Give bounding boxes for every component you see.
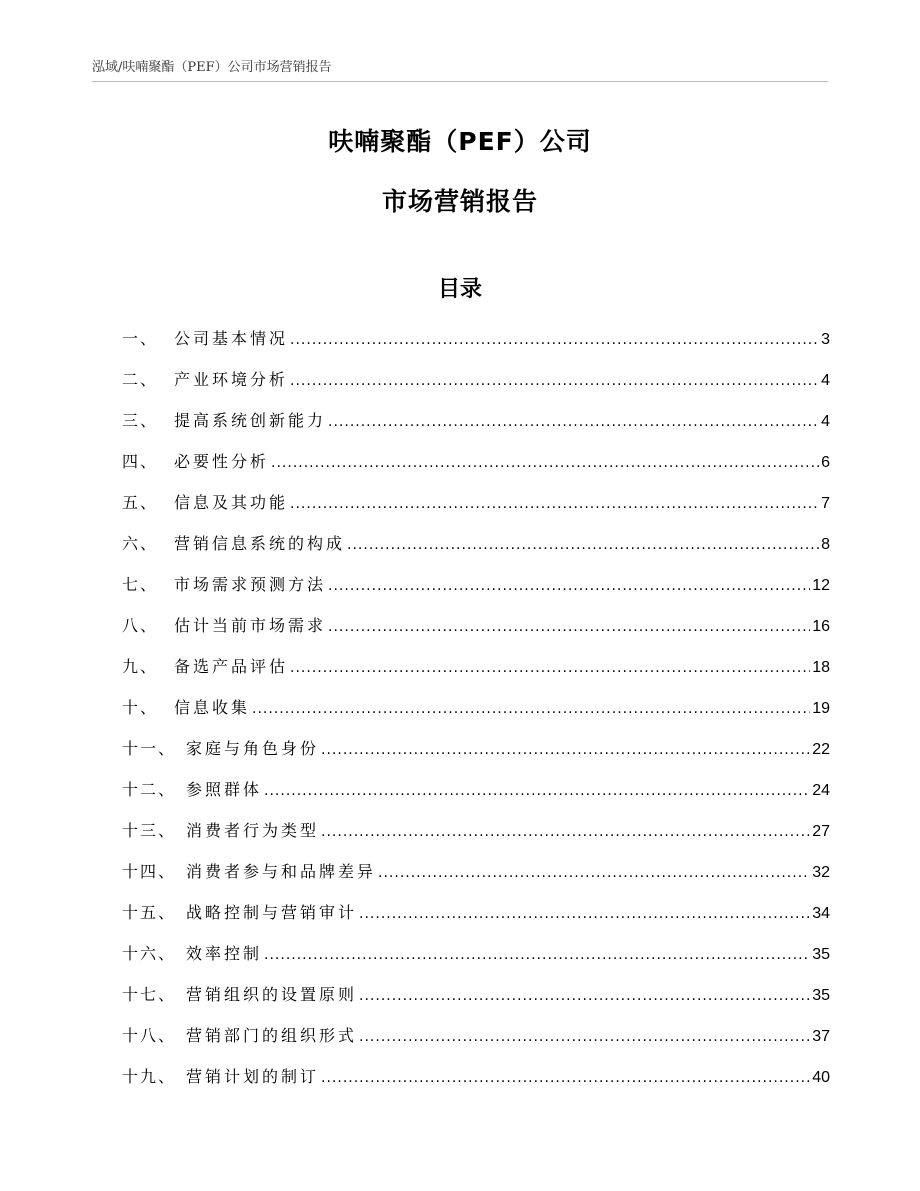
toc-entry-title: 必要性分析 [174, 452, 270, 471]
table-of-contents [122, 326, 830, 1105]
toc-entry-page: 18 [812, 659, 830, 676]
toc-entry[interactable] [122, 531, 830, 572]
toc-entry-number: 十四、 [122, 862, 177, 881]
toc-entry[interactable] [122, 818, 830, 859]
toc-entry[interactable] [122, 1064, 830, 1105]
toc-entry-page: 4 [821, 413, 830, 430]
document-title-line1: 呋喃聚酯（PEF）公司 [328, 127, 592, 156]
toc-entry-title: 估计当前市场需求 [174, 616, 327, 635]
toc-leader-dots [264, 780, 810, 799]
toc-leader-dots [290, 657, 810, 676]
toc-entry[interactable] [122, 572, 830, 613]
toc-leader-dots [321, 739, 810, 758]
toc-entry-title: 公司基本情况 [174, 329, 289, 348]
toc-entry-number: 十九、 [122, 1067, 177, 1086]
toc-entry-number: 四、 [122, 452, 159, 471]
toc-entry-title: 家庭与角色身份 [186, 739, 320, 758]
toc-entry-number: 十一、 [122, 739, 177, 758]
toc-entry-number: 二、 [122, 370, 159, 389]
toc-entry-number: 七、 [122, 575, 159, 594]
toc-entry-title: 参照群体 [186, 780, 263, 799]
toc-entry-number: 九、 [122, 657, 159, 676]
toc-entry-number: 十、 [122, 698, 159, 717]
toc-entry-page: 27 [812, 823, 830, 840]
toc-entry-number: 十二、 [122, 780, 177, 799]
toc-leader-dots [321, 821, 810, 840]
toc-entry-page: 12 [812, 577, 830, 594]
toc-leader-dots [290, 493, 819, 512]
toc-leader-dots [290, 370, 819, 389]
toc-leader-dots [271, 452, 819, 471]
running-header-text: 泓域/呋喃聚酯（PEF）公司市场营销报告 [92, 60, 332, 75]
document-title-line2: 市场营销报告 [381, 187, 538, 216]
toc-entry-number: 三、 [122, 411, 159, 430]
toc-entry[interactable] [122, 777, 830, 818]
toc-entry-page: 16 [812, 618, 830, 635]
toc-entry-number: 一、 [122, 329, 159, 348]
toc-entry-number: 十六、 [122, 944, 177, 963]
toc-entry-page: 4 [821, 372, 830, 389]
toc-entry-title: 营销信息系统的构成 [174, 534, 346, 553]
toc-entry-page: 32 [812, 864, 830, 881]
toc-entry-number: 六、 [122, 534, 159, 553]
toc-entry[interactable] [122, 654, 830, 695]
toc-entry-page: 8 [821, 536, 830, 553]
toc-entry[interactable] [122, 490, 830, 531]
toc-leader-dots [359, 1026, 810, 1045]
toc-entry[interactable] [122, 941, 830, 982]
toc-entry-title: 营销部门的组织形式 [186, 1026, 358, 1045]
toc-leader-dots [290, 329, 819, 348]
toc-heading: 目录 [437, 277, 482, 302]
toc-entry-page: 37 [812, 1028, 830, 1045]
toc-entry[interactable] [122, 900, 830, 941]
toc-leader-dots [378, 862, 810, 881]
toc-entry-page: 35 [812, 987, 830, 1004]
toc-entry[interactable] [122, 736, 830, 777]
toc-leader-dots [359, 985, 810, 1004]
toc-entry-number: 十七、 [122, 985, 177, 1004]
toc-entry[interactable] [122, 367, 830, 408]
toc-entry-title: 提高系统创新能力 [174, 411, 327, 430]
toc-entry[interactable] [122, 449, 830, 490]
toc-entry-title: 效率控制 [186, 944, 263, 963]
toc-entry-title: 产业环境分析 [174, 370, 289, 389]
toc-entry[interactable] [122, 1023, 830, 1064]
toc-entry-title: 信息及其功能 [174, 493, 289, 512]
toc-entry-title: 备选产品评估 [174, 657, 289, 676]
toc-entry[interactable] [122, 859, 830, 900]
toc-entry-title: 营销计划的制订 [186, 1067, 320, 1086]
toc-entry-page: 22 [812, 741, 830, 758]
toc-entry-title: 战略控制与营销审计 [186, 903, 358, 922]
toc-leader-dots [359, 903, 810, 922]
toc-entry-page: 34 [812, 905, 830, 922]
running-header [92, 56, 828, 82]
toc-leader-dots [347, 534, 819, 553]
toc-leader-dots [328, 411, 819, 430]
toc-entry[interactable] [122, 695, 830, 736]
toc-entry-title: 消费者行为类型 [186, 821, 320, 840]
toc-entry-title: 消费者参与和品牌差异 [186, 862, 377, 881]
toc-entry-number: 八、 [122, 616, 159, 635]
toc-leader-dots [264, 944, 810, 963]
toc-entry[interactable] [122, 613, 830, 654]
toc-entry-title: 市场需求预测方法 [174, 575, 327, 594]
toc-entry-number: 十八、 [122, 1026, 177, 1045]
toc-entry-page: 6 [821, 454, 830, 471]
toc-entry[interactable] [122, 982, 830, 1023]
toc-entry[interactable] [122, 326, 830, 367]
toc-entry-title: 营销组织的设置原则 [186, 985, 358, 1004]
toc-entry-number: 五、 [122, 493, 159, 512]
toc-entry-page: 7 [821, 495, 830, 512]
toc-entry[interactable] [122, 408, 830, 449]
toc-entry-number: 十五、 [122, 903, 177, 922]
toc-leader-dots [252, 698, 810, 717]
toc-leader-dots [328, 575, 810, 594]
toc-entry-page: 19 [812, 700, 830, 717]
toc-leader-dots [321, 1067, 810, 1086]
toc-entry-page: 3 [821, 331, 830, 348]
toc-leader-dots [328, 616, 810, 635]
toc-entry-page: 24 [812, 782, 830, 799]
toc-entry-title: 信息收集 [174, 698, 251, 717]
toc-entry-number: 十三、 [122, 821, 177, 840]
toc-entry-page: 40 [812, 1069, 830, 1086]
toc-entry-page: 35 [812, 946, 830, 963]
